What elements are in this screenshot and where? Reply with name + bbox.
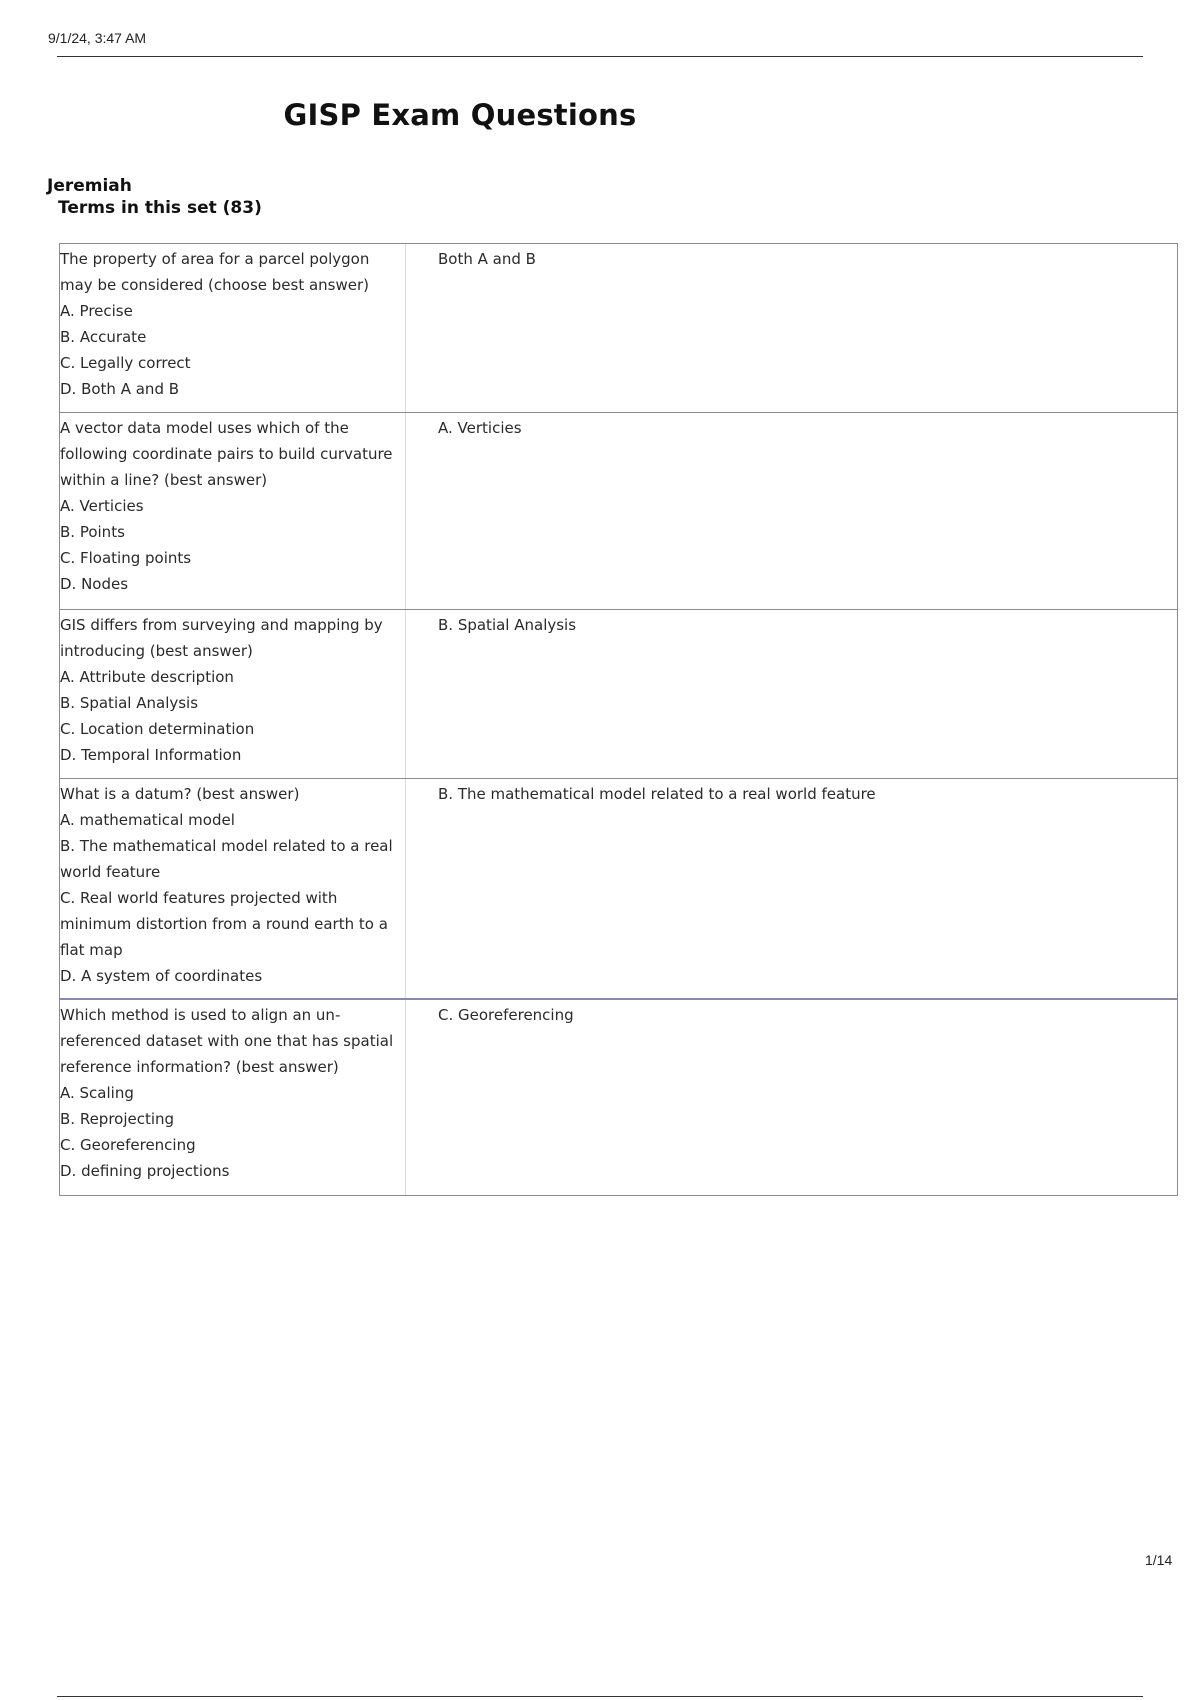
- term-answer: C. Georeferencing: [438, 1006, 574, 1024]
- page-title: GISP Exam Questions: [283, 98, 637, 132]
- term-row: [60, 609, 1177, 778]
- terms-table: [59, 243, 1178, 1196]
- footer-divider: [57, 1696, 1143, 1697]
- terms-count: Terms in this set (83): [58, 198, 262, 218]
- print-timestamp: 9/1/24, 3:47 AM: [48, 30, 147, 46]
- term-answer: B. The mathematical model related to a real world feature: [438, 785, 876, 803]
- term-answer: Both A and B: [438, 250, 536, 268]
- term-row: [60, 998, 1177, 1195]
- term-question: The property of area for a parcel polygon may be considered (choose best answer) A. Precise B. Accurate C. Legally correct D. Both A and B: [60, 244, 406, 412]
- term-row: [60, 778, 1177, 998]
- term-question: A vector data model uses which of the following coordinate pairs to build curvature within a line? (best answer) A. Verticies B. Points C. Floating points D. Nodes: [60, 413, 406, 609]
- author-name: Jeremiah: [47, 176, 132, 196]
- term-answer: A. Verticies: [438, 419, 522, 437]
- term-row: [60, 412, 1177, 609]
- term-row: [60, 244, 1177, 412]
- term-question: GIS differs from surveying and mapping by introducing (best answer) A. Attribute description B. Spatial Analysis C. Location determination D. Temporal Information: [60, 610, 406, 778]
- term-question: Which method is used to align an un- referenced dataset with one that has spatial reference information? (best answer) A. Scaling B. Reprojecting C. Georeferencing D. defining projections: [60, 1000, 406, 1195]
- term-question: What is a datum? (best answer) A. mathematical model B. The mathematical model related to a real world feature C. Real world features projected with minimum distortion from a round earth to a flat map D. A system of coordinates: [60, 779, 406, 998]
- header-divider: [57, 56, 1143, 57]
- term-answer: B. Spatial Analysis: [438, 616, 577, 634]
- page-number: 1/14: [1145, 1552, 1173, 1568]
